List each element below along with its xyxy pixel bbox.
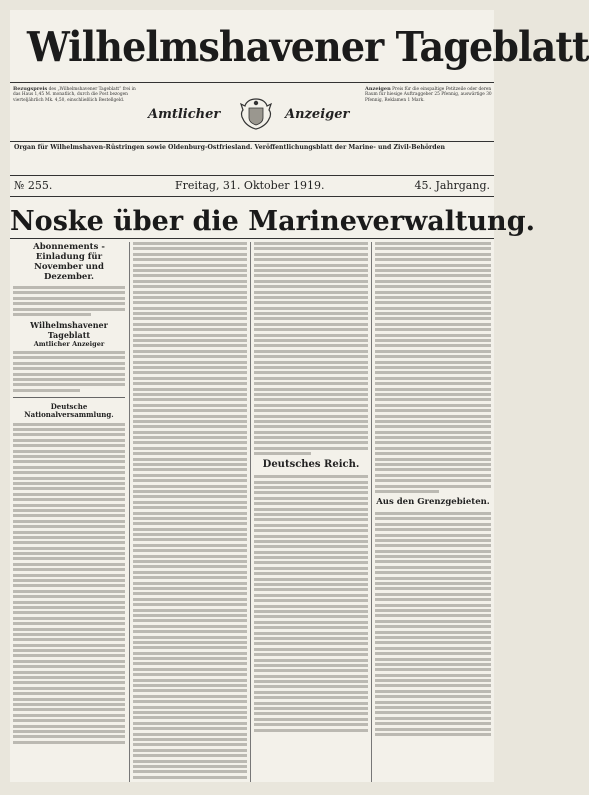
column-2-text [133, 242, 247, 779]
column-3-text-top [254, 242, 368, 455]
dateline [10, 178, 494, 194]
paper-subtitle: Amtlicher Anzeiger [33, 339, 105, 348]
col1-divider [13, 397, 125, 398]
issue-year: 45. Jahrgang. [414, 179, 490, 192]
column-2 [133, 242, 247, 782]
header-rule [10, 141, 494, 142]
paper-text [13, 351, 125, 392]
anzeiger-label: Anzeiger [285, 107, 350, 122]
coat-of-arms-icon [235, 96, 277, 132]
column-1 [13, 242, 125, 782]
column-separator-1 [129, 242, 130, 782]
abo-title: Abonnements - Einladung für November und Dezember. [33, 242, 105, 282]
masthead-rule [10, 82, 494, 83]
issue-date: Freitag, 31. Oktober 1919. [175, 179, 325, 192]
organ-banner: Organ für Wilhelmshaven-Rüstringen sowie Oldenburg-Ostfriesland. Veröffentlichungsblatt der Marine- und Zivil-Behörden [14, 144, 446, 151]
column-separator-2 [250, 242, 251, 782]
masthead-title: Wilhelmshavener Tageblatt [26, 23, 589, 71]
column-4 [375, 242, 491, 782]
ads-box-text: Preis für die einspaltige Petitzeile oder deren Raum für hiesige Auftraggeber 25 Pfennig, auswärtige 30 Pfennig, Reklamen 1 Mark. [365, 87, 492, 103]
price-box-title: Bezugspreis [13, 86, 48, 92]
section-title-grenzgebiete: Aus den Grenzgebieten. [376, 496, 490, 507]
issue-number: № 255. [14, 179, 53, 192]
amtlicher-label: Amtlicher [148, 107, 221, 122]
column-4-text-top [375, 242, 491, 493]
section-title-deutsches-reich: Deutsches Reich. [262, 459, 360, 471]
section-title-nationalversammlung: Deutsche Nationalversammlung. [24, 401, 114, 420]
column-4-text-bottom [375, 512, 491, 736]
dateline-rule [10, 196, 494, 197]
column-separator-3 [371, 242, 372, 782]
paper-name: Wilhelmshavener Tageblatt [30, 319, 108, 340]
column-3-text-bottom [254, 475, 368, 731]
abo-text [13, 286, 125, 316]
column-3 [254, 242, 368, 782]
headline: Noske über die Marineverwaltung. [10, 206, 535, 237]
nationalversammlung-text [13, 423, 125, 744]
price-box-text: des „Wilhelmshavener Tageblatt“ frei in das Haus 1,45 M. monatlich, durch die Post bezogen vierteljährlich Mk. 4,50, einschließlich Bestellgeld. [13, 87, 136, 103]
headline-rule [10, 238, 494, 239]
ads-box [365, 87, 492, 137]
banner-rule [10, 175, 494, 176]
ads-box-title: Anzeigen [365, 86, 391, 92]
newspaper-page [10, 10, 589, 782]
price-box [13, 87, 141, 137]
